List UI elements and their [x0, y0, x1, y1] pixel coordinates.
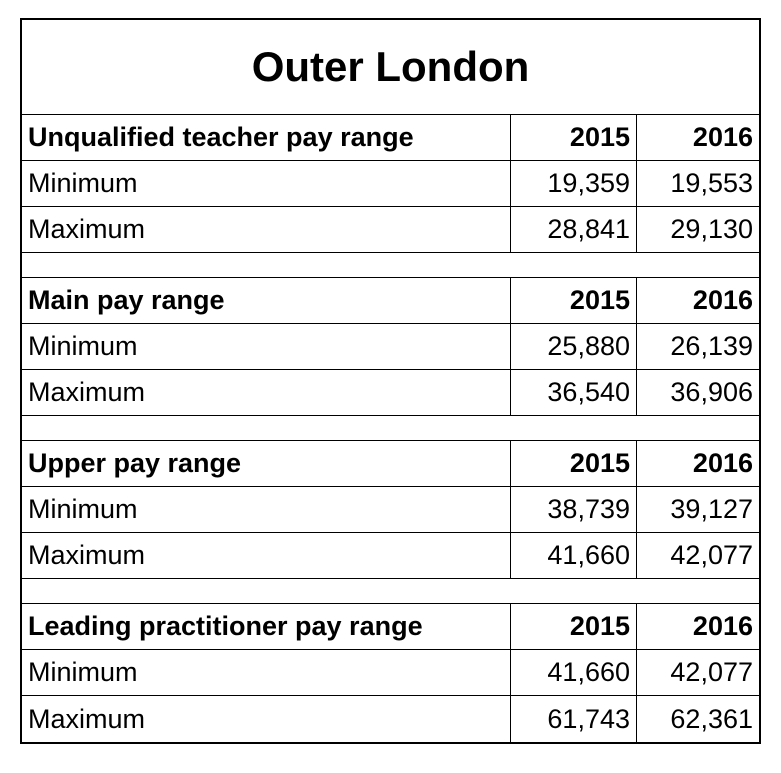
value-2016: 42,077: [670, 657, 753, 687]
value-2015: 38,739: [511, 487, 637, 532]
year-2016-header: 2016: [692, 122, 753, 152]
value-2015: 25,880: [511, 324, 637, 369]
year-2016-header: 2016: [692, 611, 753, 641]
table-row: [22, 207, 759, 253]
year-2015-header: 2015: [511, 115, 637, 160]
section-label: Unqualified teacher pay range: [22, 115, 511, 160]
section-header-main: [22, 278, 759, 324]
value-2016: 19,553: [670, 168, 753, 198]
value-2015: 41,660: [511, 533, 637, 578]
section-label: Upper pay range: [22, 441, 511, 486]
row-label: Minimum: [22, 161, 511, 206]
row-label: Maximum: [22, 696, 511, 742]
year-2016-header: 2016: [692, 448, 753, 478]
value-2016: 39,127: [670, 494, 753, 524]
value-2015: 19,359: [511, 161, 637, 206]
value-2015: 28,841: [511, 207, 637, 252]
section-spacer: [22, 416, 759, 441]
value-2016: 29,130: [670, 214, 753, 244]
table-row: [22, 533, 759, 579]
year-2015-header: 2015: [511, 604, 637, 649]
table-title: Outer London: [22, 20, 759, 115]
year-2015-header: 2015: [511, 278, 637, 323]
section-label: Main pay range: [22, 278, 511, 323]
year-2015-header: 2015: [511, 441, 637, 486]
value-2016: 42,077: [670, 540, 753, 570]
value-2015: 36,540: [511, 370, 637, 415]
section-header-unqualified: [22, 115, 759, 161]
section-label: Leading practitioner pay range: [22, 604, 511, 649]
table-row: [22, 370, 759, 416]
pay-range-table: [20, 18, 761, 744]
row-label: Minimum: [22, 487, 511, 532]
section-header-leading-practitioner: [22, 604, 759, 650]
value-2015: 61,743: [511, 696, 637, 742]
row-label: Maximum: [22, 533, 511, 578]
value-2016: 26,139: [670, 331, 753, 361]
value-2016: 36,906: [670, 377, 753, 407]
row-label: Minimum: [22, 324, 511, 369]
table-row: [22, 696, 759, 742]
row-label: Maximum: [22, 207, 511, 252]
value-2015: 41,660: [511, 650, 637, 695]
section-header-upper: [22, 441, 759, 487]
section-spacer: [22, 579, 759, 604]
table-row: [22, 161, 759, 207]
table-row: [22, 324, 759, 370]
year-2016-header: 2016: [692, 285, 753, 315]
row-label: Maximum: [22, 370, 511, 415]
table-row: [22, 487, 759, 533]
section-spacer: [22, 253, 759, 278]
value-2016: 62,361: [670, 703, 753, 734]
table-row: [22, 650, 759, 696]
row-label: Minimum: [22, 650, 511, 695]
